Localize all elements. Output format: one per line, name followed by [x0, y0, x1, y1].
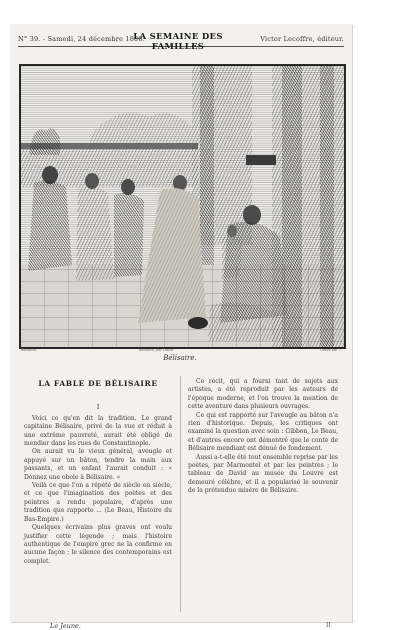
publisher-info: Victor Lecoffre, éditeur. — [260, 35, 344, 43]
page-header — [18, 32, 344, 52]
paragraph: Ce récit, qui a fourni tant de sujets aux artistes, a été reproduit par les auteurs de l'époque moderne, et l'on trouve la mention de cette aventure dans plusieurs ouvrages. — [188, 378, 338, 411]
paragraph: Ce qui est rapporté sur l'aveugle au bâton n'a rien d'historique. Depuis, les critiques ont examiné la question avec soin : Gibbon, Le Beau, et d'autres encore ont démontré que le conte de Bélisaire mendiant est dénué de fondement. — [188, 411, 338, 453]
article-column-right — [188, 378, 338, 496]
credit-center: Bélisaire, par David. — [139, 348, 175, 352]
journal-title: LA SEMAINE DES FAMILLES — [133, 32, 223, 52]
engraving-illustration — [19, 64, 346, 349]
article-title: LA FABLE DE BÉLISAIRE — [38, 379, 158, 388]
issue-info: N° 39. - Samedi, 24 décembre 1880. — [18, 35, 145, 43]
credit-left: Belisaire. — [21, 348, 38, 352]
paragraph: On aurait vu le vieux général, aveugle et appuyé sur un bâton, tendre la main aux passants, et un enfant l'aurait conduit : « Donnez une obole à Bélisaire. » — [24, 448, 172, 481]
paragraph: Voici ce qu'en dit la tradition. Le grand capitaine Bélisaire, privé de la vue et réduit à une extrême pauvreté, aurait été obligé de mendier dans les rues de Constantinople. — [24, 414, 172, 448]
engraving-image — [20, 65, 345, 348]
section-number: I — [96, 404, 100, 412]
article-column-left — [24, 380, 172, 566]
credit-right: Gravé par ... — [320, 348, 342, 352]
newspaper-page — [10, 24, 352, 630]
paragraph: Quelques écrivains plus graves ont voulu justifier cette légende ; mais l'histoire authentique de l'empire grec ne la confirme en aucune façon ; le silence des contemporains est complet. — [24, 524, 172, 565]
illustration-caption: Bélisaire. — [163, 354, 197, 362]
author-signature: Le Jeune. — [50, 622, 81, 630]
column-divider — [180, 376, 181, 612]
paragraph: Voilà ce que l'on a répété de siècle en siècle, et ce que l'imagination des poètes et des peintres a rendu populaire, d'après une tradition que rapporte ... (Le Beau, Histoire du Bas-Empire.) — [24, 482, 172, 523]
page-folio: II — [326, 622, 331, 629]
paragraph: Aussi a-t-elle été tout ensemble reprise par les poètes, par Marmontel et par les peintres ; le tableau de David au musée du Louvre est demeuré célèbre, et il a popularisé le souvenir de la prétendue misère de Bélisaire. — [188, 453, 338, 495]
